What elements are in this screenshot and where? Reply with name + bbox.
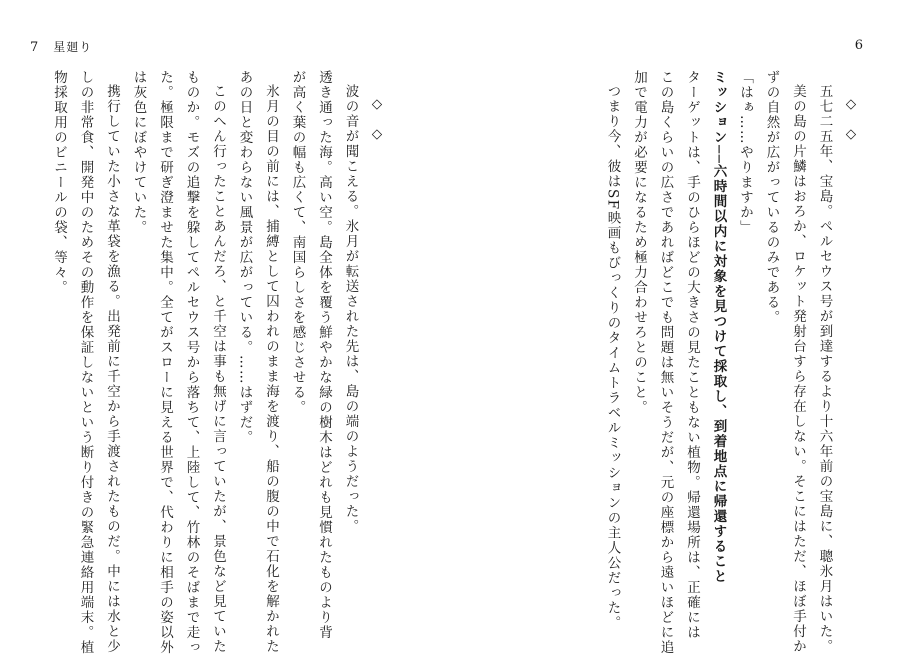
text-line: ターゲットは、手のひらほどの大きさの見たこともない植物。帰還場所は、正確には [684,70,700,640]
text-line: 「はぁ……やりますか」 [737,70,753,235]
running-title: 星廻り [53,40,93,54]
right-page [450,0,900,655]
text-line: は灰色にぼやけていた。 [130,70,147,235]
text-line: ミッション──六時間以内に対象を見つけて採取し、到着地点に帰還すること [710,70,727,585]
text-line: ずの自然が広がっているのみである。 [763,70,780,325]
text-line: 波の音が聞こえる。氷月が転送された先は、島の端のようだった。 [342,83,359,534]
section-break-diamonds: ◇◇ [369,96,385,156]
text-line: 透き通った海。高い空。島全体を覆う鮮やかな緑の樹木はどれも見慣れたものより背 [316,70,332,640]
right-page-number: 6 [854,38,864,53]
text-line: つまり今、彼はSF映画もびっくりのタイムトラベルミッションの主人公だった。 [604,83,621,631]
left-page-header [30,38,92,55]
section-break-diamonds: ◇◇ [843,96,859,156]
text-line: 携行していた小さな革袋を漁る。出発前に千空から手渡されたものだ。中には水と少 [104,83,120,654]
text-line: た。極限まで研ぎ澄ませた集中。全てがスローに見える世界で、代わりに相手の姿以外 [157,70,173,655]
left-page-number: 7 [30,40,40,55]
text-line: 物採取用のビニールの袋、等々。 [51,70,67,295]
text-line: ものか。モズの追撃を躱してペルセウス号から落ちて、上陸して、竹林のそばまで走っ [183,70,200,655]
text-line: 氷月の目の前には、捕縛として囚われのまま海を渡り、船の腹の中で石化を解かれた [263,83,279,654]
text-line: この島くらいの広さであればどこでも問題は無いそうだが、元の座標から遠いほどに追 [657,70,674,655]
text-line: このへん行ったことあんだろ、と千空は事も無げに言っていたが、景色など見ていた [210,83,226,654]
right-page-body-text [599,70,864,655]
text-line: が高く葉の幅も広くて、南国らしさを感じさせる。 [289,70,306,415]
text-line: 五七二五年、宝島。ペルセウス号が到達するより十六年前の宝島に、聰氷月はいた。 [816,83,833,654]
left-page-body-text [46,70,391,655]
text-line: あの日と変わらない風景が広がっている。……はずだ。 [236,70,253,445]
text-line: 加で電力が必要になるため極力合わせろとのこと。 [631,70,647,415]
text-line: 美の島の片鱗はおろか、ロケット発射台すら存在しない。そこにはただ、ほぼ手付か [790,83,806,654]
text-line: しの非常食、開発中のためその動作を保証しないという断り付きの緊急連絡用端末。植 [77,70,94,655]
right-page-header [855,38,864,53]
